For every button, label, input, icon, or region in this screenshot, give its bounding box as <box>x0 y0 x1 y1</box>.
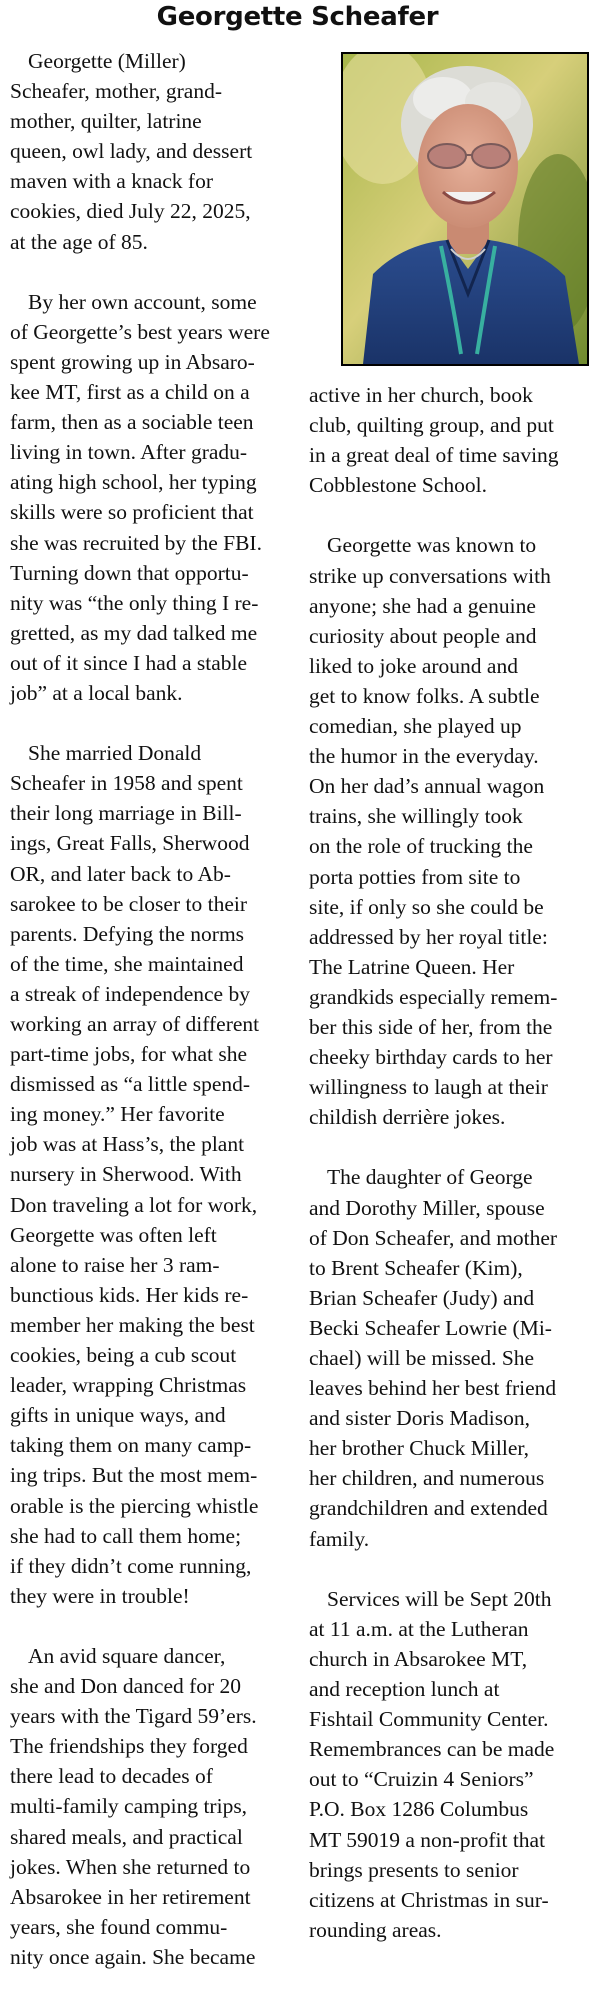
text-line: out of it since I had a stable <box>10 650 248 675</box>
portrait-image <box>343 54 587 364</box>
text-line: club, quilting group, and put <box>309 413 554 438</box>
text-line: sarokee to be closer to their <box>10 891 248 916</box>
text-line: at the age of 85. <box>10 229 148 254</box>
obituary-title: Georgette Scheafer <box>156 2 439 32</box>
portrait-photo <box>341 52 589 366</box>
text-line: brings presents to senior <box>309 1857 519 1882</box>
text-line: gifts in unique ways, and <box>10 1403 226 1428</box>
text-line: ber this side of her, from the <box>309 1014 553 1039</box>
text-line: farm, then as a sociable teen <box>10 410 254 435</box>
text-line: of Georgette’s best years were <box>10 319 270 344</box>
text-line: working an array of different <box>10 1012 260 1036</box>
text-line: member her making the best <box>10 1312 255 1337</box>
text-line: rounding areas. <box>309 1917 442 1942</box>
text-line: her brother Chuck Miller, <box>309 1436 530 1461</box>
text-line: jokes. When she returned to <box>10 1854 251 1879</box>
paragraph-gap <box>10 257 288 287</box>
text-line: job” at a local bank. <box>10 680 183 705</box>
text-line: she had to call them home; <box>10 1523 242 1548</box>
paragraph-gap <box>10 1611 288 1641</box>
text-line: site, if only so she could be <box>309 894 544 919</box>
text-line: family. <box>309 1526 370 1551</box>
text-line: An avid square dancer, <box>28 1643 226 1668</box>
text-line: orable is the piercing whistle <box>10 1493 259 1518</box>
text-line: alone to raise her 3 ram- <box>10 1252 220 1277</box>
text-line: a streak of independence by <box>10 981 250 1006</box>
text-line: to Brent Scheafer (Kim), <box>309 1255 523 1280</box>
text-line: citizens at Christmas in sur- <box>309 1887 549 1912</box>
text-line: nity once again. She became <box>10 1944 256 1969</box>
text-line: By her own account, some <box>28 289 257 314</box>
text-line: taking them on many camp- <box>10 1433 252 1458</box>
text-line: queen, owl lady, and dessert <box>10 139 253 164</box>
text-line: parents. Defying the norms <box>10 921 245 946</box>
text-line: bunctious kids. Her kids re- <box>10 1282 249 1307</box>
text-line: job was at Hass’s, the plant <box>10 1132 245 1157</box>
text-line: on the role of trucking the <box>309 834 533 859</box>
text-line: The Latrine Queen. Her <box>309 954 515 979</box>
text-line: Scheafer, mother, grand- <box>10 79 222 104</box>
text-line: The friendships they forged <box>10 1734 248 1759</box>
text-line: out to “Cruizin 4 Seniors” <box>309 1767 534 1792</box>
text-line: there lead to decades of <box>10 1764 213 1789</box>
text-line: dismissed as “a little spend- <box>10 1072 251 1097</box>
text-line: the humor in the everyday. <box>309 744 539 769</box>
text-line: nursery in Sherwood. With <box>10 1162 242 1187</box>
text-line: their long marriage in Bill- <box>10 801 242 826</box>
text-line: cookies, died July 22, 2025, <box>10 199 251 224</box>
text-line: of Don Scheafer, and mother <box>309 1225 558 1250</box>
obituary-column-right <box>309 380 589 1945</box>
text-line: cookies, being a cub scout <box>10 1343 237 1368</box>
text-line: ings, Great Falls, Sherwood <box>10 831 250 856</box>
text-line: active in her church, book <box>309 383 533 407</box>
text-line: Cobblestone School. <box>309 473 487 498</box>
text-line: liked to joke around and <box>309 653 518 678</box>
paragraph-gap <box>10 708 288 738</box>
text-line: maven with a knack for <box>10 169 213 194</box>
text-line: years, she found commu- <box>10 1914 228 1939</box>
text-line: grandkids especially remem- <box>309 984 558 1009</box>
text-line: multi-family camping trips, <box>10 1794 248 1819</box>
text-line: chael) will be missed. She <box>309 1346 535 1370</box>
text-line: and Dorothy Miller, spouse <box>309 1195 545 1220</box>
text-line: Brian Scheafer (Judy) and <box>309 1285 535 1310</box>
text-line: anyone; she had a genuine <box>309 593 536 618</box>
text-line: Remembrances can be made <box>309 1737 555 1762</box>
text-line: Becki Scheafer Lowrie (Mi- <box>309 1315 552 1340</box>
text-line: living in town. After gradu- <box>10 440 248 465</box>
text-line: Absarokee in her retirement <box>10 1884 251 1909</box>
text-line: The daughter of George <box>327 1165 533 1190</box>
text-line: curiosity about people and <box>309 623 537 648</box>
text-line: Scheafer in 1958 and spent <box>10 771 243 796</box>
text-line: ing trips. But the most mem- <box>10 1463 258 1488</box>
text-line: at 11 a.m. at the Lutheran <box>309 1616 529 1641</box>
paragraph-gap <box>309 1132 589 1162</box>
text-line: of the time, she maintained <box>10 951 244 976</box>
text-line: mother, quilter, latrine <box>10 109 202 134</box>
text-line: comedian, she played up <box>309 714 522 739</box>
text-line: gretted, as my dad talked me <box>10 620 258 645</box>
text-line: childish derrière jokes. <box>309 1105 506 1130</box>
text-line: P.O. Box 1286 Columbus <box>309 1797 529 1822</box>
text-line: ating high school, her typing <box>10 470 257 495</box>
text-line: and sister Doris Madison, <box>309 1406 530 1431</box>
text-line: willingness to laugh at their <box>309 1075 548 1100</box>
text-line: kee MT, first as a child on a <box>10 380 250 405</box>
text-line: cheeky birthday cards to her <box>309 1045 553 1070</box>
text-line: part-time jobs, for what she <box>10 1042 248 1067</box>
text-line: MT 59019 a non-profit that <box>309 1827 546 1852</box>
text-line: grandchildren and extended <box>309 1496 548 1521</box>
text-line: years with the Tigard 59’ers. <box>10 1704 257 1729</box>
paragraph-gap <box>309 1554 589 1584</box>
text-line: On her dad’s annual wagon <box>309 774 545 799</box>
paragraph-gap <box>309 500 589 530</box>
text-line: porta potties from site to <box>309 864 521 889</box>
text-line: OR, and later back to Ab- <box>10 861 231 886</box>
text-line: shared meals, and practical <box>10 1824 243 1849</box>
text-line: Turning down that opportu- <box>10 560 249 585</box>
text-line: they were in trouble! <box>10 1583 190 1608</box>
text-line: Services will be Sept 20th <box>327 1586 552 1611</box>
text-line: get to know folks. A subtle <box>309 683 540 708</box>
text-line: spent growing up in Absaro- <box>10 349 255 374</box>
text-line: she was recruited by the FBI. <box>10 530 262 555</box>
text-line: and reception lunch at <box>309 1677 500 1702</box>
text-line: strike up conversations with <box>309 563 551 588</box>
text-line: addressed by her royal title: <box>309 924 548 949</box>
text-line: leaves behind her best friend <box>309 1376 557 1401</box>
text-line: if they didn’t come running, <box>10 1553 252 1578</box>
text-line: skills were so proficient that <box>10 500 254 525</box>
text-line: in a great deal of time saving <box>309 443 559 468</box>
text-line: She married Donald <box>28 741 202 766</box>
text-line: church in Absarokee MT, <box>309 1646 528 1671</box>
text-line: Georgette (Miller) <box>28 49 186 73</box>
text-line: Don traveling a lot for work, <box>10 1192 258 1217</box>
text-line: Georgette was often left <box>10 1222 217 1247</box>
text-line: she and Don danced for 20 <box>10 1674 242 1699</box>
text-line: her children, and numerous <box>309 1466 545 1491</box>
obituary-column-left <box>10 46 288 1972</box>
text-line: Georgette was known to <box>327 533 537 558</box>
text-line: leader, wrapping Christmas <box>10 1373 247 1398</box>
text-line: nity was “the only thing I re- <box>10 590 259 615</box>
text-line: Fishtail Community Center. <box>309 1707 549 1732</box>
text-line: ing money.” Her favorite <box>10 1102 225 1127</box>
text-line: trains, she willingly took <box>309 804 523 829</box>
